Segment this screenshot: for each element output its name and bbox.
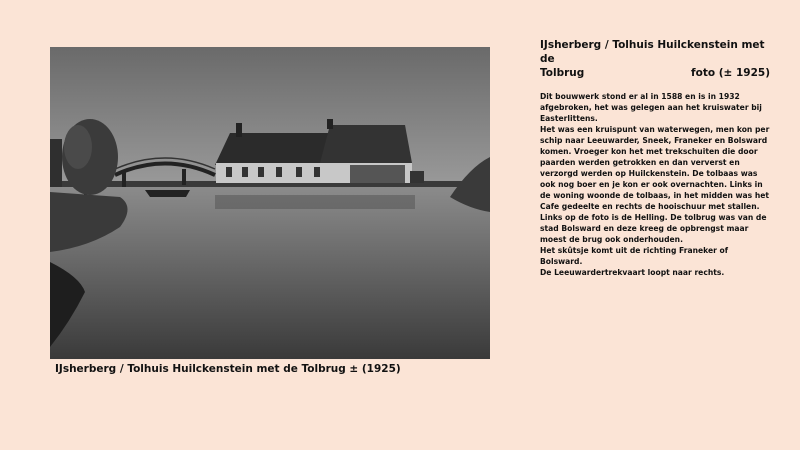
boat xyxy=(145,190,190,197)
helling-building xyxy=(50,139,62,187)
panel-title xyxy=(540,38,770,80)
photo-caption: IJsherberg / Tolhuis Huilckenstein met de Tolbrug ± (1925) xyxy=(55,363,401,375)
info-panel xyxy=(540,38,770,278)
reflection xyxy=(215,195,415,209)
paragraph: Dit bouwwerk stond er al in 1588 en is in 1932 afgebroken, het was gelegen aan het kruiswater bij Easterlittens. xyxy=(540,92,762,123)
title-line-2-left: Tolbrug xyxy=(540,67,585,79)
photo-illustration xyxy=(50,47,490,359)
paragraph: Links op de foto is de Helling. De tolbrug was van de stad Bolsward en deze kreeg de opbrengst maar moest de brug ook onderhouden. xyxy=(540,213,767,244)
title-line-2-right: foto (± 1925) xyxy=(691,67,770,79)
historic-photo xyxy=(50,47,490,359)
paragraph: Het was een kruispunt van waterwegen, men kon per schip naar Leeuwarder, Sneek, Franeker en Bolsward komen. Vroeger kon het met trekschuiten die door paarden werden getrokken en dan ververst en verzorgd werden op Huilckenstein. De tolbaas was ook nog boer en je kon er ook overnachten. Links in de woning woonde de tolbaas, in het midden was het Cafe gedeelte en rechts de hooischuur met stallen. xyxy=(540,125,770,211)
title-line-1: IJsherberg / Tolhuis Huilckenstein met de xyxy=(540,39,765,65)
title-line-2 xyxy=(540,66,770,80)
panel-body xyxy=(540,91,770,278)
paragraph: Het skûtsje komt uit de richting Franeker of Bolsward. xyxy=(540,246,729,266)
paragraph: De Leeuwardertrekvaart loopt naar rechts. xyxy=(540,268,725,277)
